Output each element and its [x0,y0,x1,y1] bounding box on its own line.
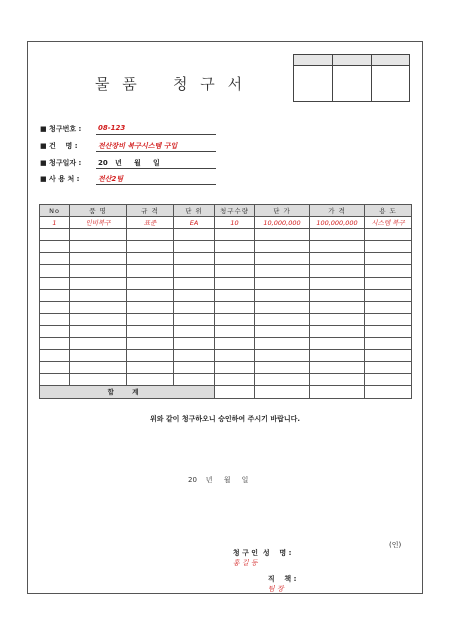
position-line [263,566,296,594]
table-row [40,265,412,277]
column-header: 용 도 [365,205,412,217]
table-cell [174,277,215,289]
table-cell [255,325,310,337]
table-cell [365,241,412,253]
table-row [40,362,412,374]
request-message: 위와 같이 청구하오니 승인하여 주시기 바랍니다. [149,415,301,423]
table-cell [255,265,310,277]
table-cell [255,362,310,374]
table-row [40,241,412,253]
table-cell [70,265,127,277]
underline [96,184,216,185]
table-cell: 10,000,000 [255,217,310,229]
table-cell: 표준 [127,217,174,229]
items-table [39,204,412,399]
table-cell [365,277,412,289]
table-cell [127,313,174,325]
table-cell [365,253,412,265]
table-cell [310,301,365,313]
table-cell [365,229,412,241]
table-cell [174,289,215,301]
table-cell [365,338,412,350]
field-label: ■ 건 명 : [40,142,78,150]
table-cell [310,350,365,362]
table-cell [365,362,412,374]
table-cell [255,374,310,386]
table-cell [174,350,215,362]
table-cell [255,241,310,253]
requester-line [228,540,291,568]
table-cell [310,338,365,350]
table-cell [255,313,310,325]
table-cell [40,325,70,337]
total-cell [310,386,365,398]
total-cell [215,386,255,398]
table-cell [310,277,365,289]
table-cell: 시스템 복구 [365,217,412,229]
table-cell [365,301,412,313]
table-header-row [40,205,412,217]
table-cell [310,325,365,337]
total-cell [365,386,412,398]
field-subject [40,141,178,151]
table-cell [255,289,310,301]
table-cell [215,350,255,362]
column-header: No [40,205,70,217]
table-cell [310,313,365,325]
table-cell [174,265,215,277]
table-row [40,374,412,386]
table-cell [174,313,215,325]
table-cell: 1 [40,217,70,229]
table-cell [174,374,215,386]
table-cell [40,277,70,289]
table-cell [70,229,127,241]
table-cell [310,362,365,374]
table-cell [70,362,127,374]
table-cell [215,289,255,301]
form-title: 물 품 청 구 서 [95,75,244,93]
approval-column-line [332,55,333,101]
table-cell [365,265,412,277]
position-value: 팀 장 [267,585,284,593]
table-cell [40,313,70,325]
table-cell [127,350,174,362]
approval-divider [294,65,409,66]
column-header: 규 격 [127,205,174,217]
table-cell [255,277,310,289]
table-cell [215,362,255,374]
table-cell [70,241,127,253]
table-cell [310,289,365,301]
table-cell [40,374,70,386]
table-cell [174,241,215,253]
total-label: 합 계 [40,386,215,398]
table-cell [70,277,127,289]
table-cell [127,253,174,265]
table-cell [70,350,127,362]
table-cell [127,229,174,241]
table-cell [310,229,365,241]
table-cell [40,301,70,313]
underline [96,134,216,135]
table-cell [127,362,174,374]
requester-label: 청 구 인 성 명 : [232,549,292,557]
table-cell [40,289,70,301]
table-cell: 100,000,000 [310,217,365,229]
table-row [40,253,412,265]
column-header: 품 명 [70,205,127,217]
table-row [40,289,412,301]
table-row [40,301,412,313]
field-value: 20 년 월 일 [98,159,160,167]
approval-header [294,55,409,65]
table-cell [40,229,70,241]
table-cell [215,301,255,313]
table-cell [70,313,127,325]
table-cell [127,301,174,313]
table-row [40,325,412,337]
column-header: 가 격 [310,205,365,217]
field-value: 전산2팀 [98,175,124,183]
table-cell [174,362,215,374]
table-cell [310,241,365,253]
table-cell [215,253,255,265]
table-cell [40,338,70,350]
table-cell [127,289,174,301]
table-cell [365,350,412,362]
table-cell [215,313,255,325]
table-cell [127,241,174,253]
approval-box [293,54,410,102]
table-row [40,217,412,229]
column-header: 단 위 [174,205,215,217]
table-row [40,350,412,362]
table-cell [40,253,70,265]
table-cell [365,374,412,386]
seal-mark: (인) [389,541,402,549]
field-value: 전산장비 복구시스템 구입 [98,142,178,150]
requester-name: 홍 길 동 [232,559,258,567]
table-cell [70,338,127,350]
total-row [40,386,412,398]
table-cell [174,229,215,241]
total-cell [255,386,310,398]
table-cell [215,338,255,350]
table-cell [255,350,310,362]
table-cell [127,374,174,386]
table-cell [215,229,255,241]
date-line: 20 년 월 일 [188,476,249,484]
field-request-number [40,124,126,134]
table-cell [215,265,255,277]
table-cell: EA [174,217,215,229]
table-cell [174,253,215,265]
table-cell [70,374,127,386]
table-row [40,338,412,350]
field-label: ■ 청구일자 : [40,159,82,167]
field-value: 08-123 [98,124,126,132]
table-cell [310,265,365,277]
table-cell [365,325,412,337]
table-cell [174,338,215,350]
table-cell [70,253,127,265]
approval-column-line [371,55,372,101]
table-row [40,229,412,241]
table-cell [70,325,127,337]
position-label: 직 책 : [267,575,297,583]
table-cell [40,350,70,362]
table-cell: 인비복구 [70,217,127,229]
table-cell [255,301,310,313]
table-cell [174,325,215,337]
table-cell [174,301,215,313]
table-cell [310,374,365,386]
table-cell [365,289,412,301]
table-cell [40,362,70,374]
table-cell [310,253,365,265]
underline [96,151,216,152]
table-cell [70,301,127,313]
table-row [40,277,412,289]
table-cell [40,241,70,253]
column-header: 청구수량 [215,205,255,217]
table-cell [70,289,127,301]
table-cell [255,338,310,350]
table-cell [215,241,255,253]
field-label: ■ 청구번호 : [40,125,82,133]
field-request-date [40,158,160,168]
table-cell [127,325,174,337]
table-cell [127,338,174,350]
table-cell [255,229,310,241]
table-cell [40,265,70,277]
table-cell: 10 [215,217,255,229]
table-cell [127,277,174,289]
table-cell [215,374,255,386]
table-row [40,313,412,325]
column-header: 단 가 [255,205,310,217]
table-cell [215,325,255,337]
table-cell [215,277,255,289]
table-cell [255,253,310,265]
underline [96,168,216,169]
field-user [40,174,124,184]
table-cell [365,313,412,325]
field-label: ■ 사 용 처 : [40,175,80,183]
table-cell [127,265,174,277]
